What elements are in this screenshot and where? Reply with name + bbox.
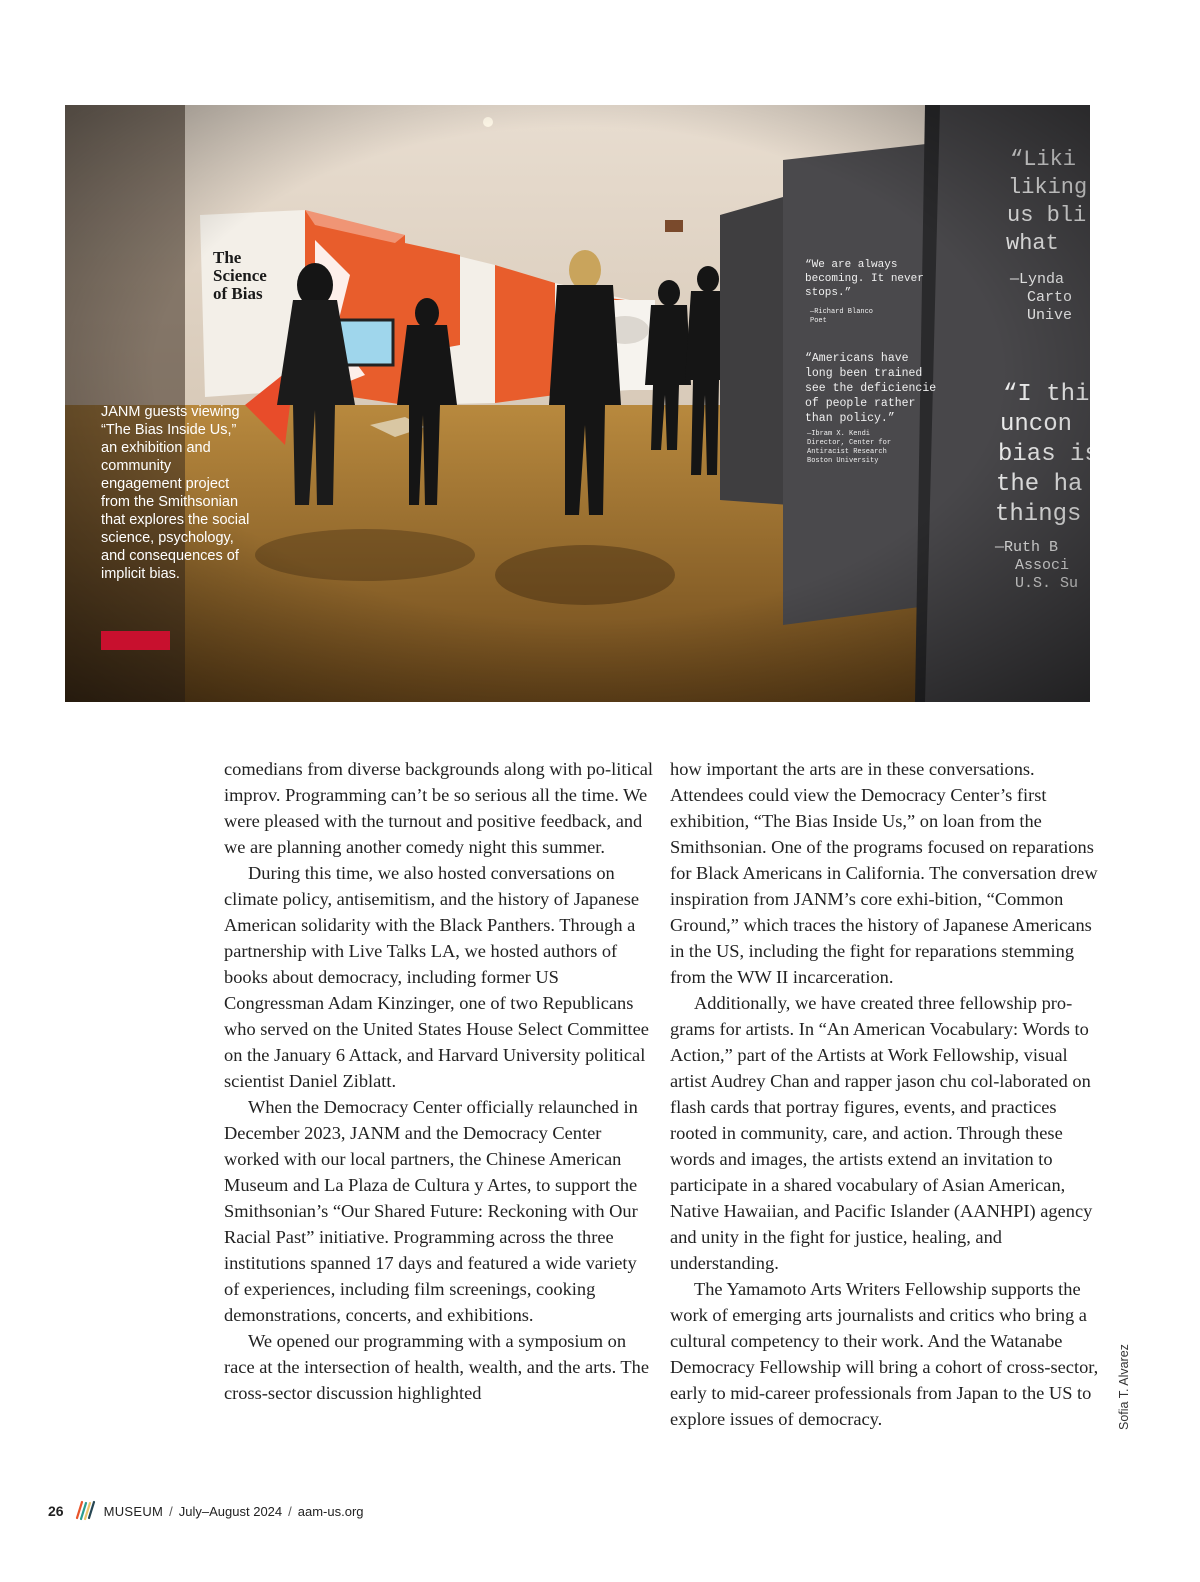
issue-date: July–August 2024 <box>178 1503 283 1519</box>
magazine-name: MUSEUM <box>103 1503 164 1519</box>
photo-caption: JANM guests viewing “The Bias Inside Us,” an exhibition and community engagement project from the Smithsonian that explores the social science, psychology, and consequences of implicit bias. <box>101 404 250 582</box>
page-footer <box>48 1500 364 1522</box>
page-number: 26 <box>48 1503 64 1519</box>
photo-credit: Sofia T. Alvarez <box>1117 1344 1131 1430</box>
article-column-right <box>670 756 1100 1432</box>
aam-logo-icon <box>74 1499 96 1524</box>
website-link[interactable]: aam-us.org <box>297 1503 364 1519</box>
exhibition-photo <box>65 105 1090 702</box>
footer-separator: / <box>288 1503 292 1519</box>
paragraph: When the Democracy Center officially relaunched in December 2023, JANM and the Democracy Center worked with our local partners, the Chinese American Museum and La Plaza de Cultura y Artes, to support the Smithsonian’s “Our Shared Future: Reckoning with Our Racial Past” initiative. Programming across the three institutions spanned 17 days and featured a wide variety of experiences, including film screenings, cooking demonstrations, concerts, and exhibitions. <box>224 1097 638 1325</box>
paragraph: During this time, we also hosted conversations on climate policy, antisemitism, and the history of Japanese American solidarity with the Black Panthers. Through a partnership with Live Talks LA, we hosted authors of books about democracy, including former US Congressman Adam Kinzinger, one of two Republicans who served on the United States House Select Committee on the January 6 Attack, and Harvard University political scientist Daniel Ziblatt. <box>224 863 649 1091</box>
article-column-left <box>224 756 654 1406</box>
paragraph: Additionally, we have created three fellowship pro-grams for artists. In “An American Vocabulary: Words to Action,” part of the Artists at Work Fellowship, visual artist Audrey Chan and rapper jason chu col-laborated on flash cards that portray figures, events, and practices rooted in community, care, and action. Through these words and images, the artists extend an invitation to participate in a shared vocabulary of Asian American, Native Hawaiian, and Pacific Islander (AANHPI) agency and unity in the fight for justice, healing, and understanding. <box>670 993 1093 1273</box>
paragraph: how important the arts are in these conversations. Attendees could view the Democracy Center’s first exhibition, “The Bias Inside Us,” on loan from the Smithsonian. One of the programs focused on reparations for Black Americans in California. The conversation drew inspiration from JANM’s core exhi-bition, “Common Ground,” which traces the history of Japanese Americans in the US, including the fight for reparations stemming from the WW II incarceration. <box>670 759 1098 987</box>
footer-separator: / <box>169 1503 173 1519</box>
paragraph: The Yamamoto Arts Writers Fellowship supports the work of emerging arts journalists and critics who bring a cultural competency to their work. And the Watanabe Democracy Fellowship will bring a cohort of cross-sector, early to mid-career professionals from Japan to the US to explore issues of democracy. <box>670 1279 1099 1429</box>
paragraph: comedians from diverse backgrounds along with po-litical improv. Programming can’t be so serious all the time. We were pleased with the turnout and positive feedback, and we are planning another comedy night this summer. <box>224 759 654 857</box>
caption-accent-bar <box>101 631 170 650</box>
paragraph: We opened our programming with a symposium on race at the intersection of health, wealth, and the arts. The cross-sector discussion highlighted <box>224 1331 650 1403</box>
